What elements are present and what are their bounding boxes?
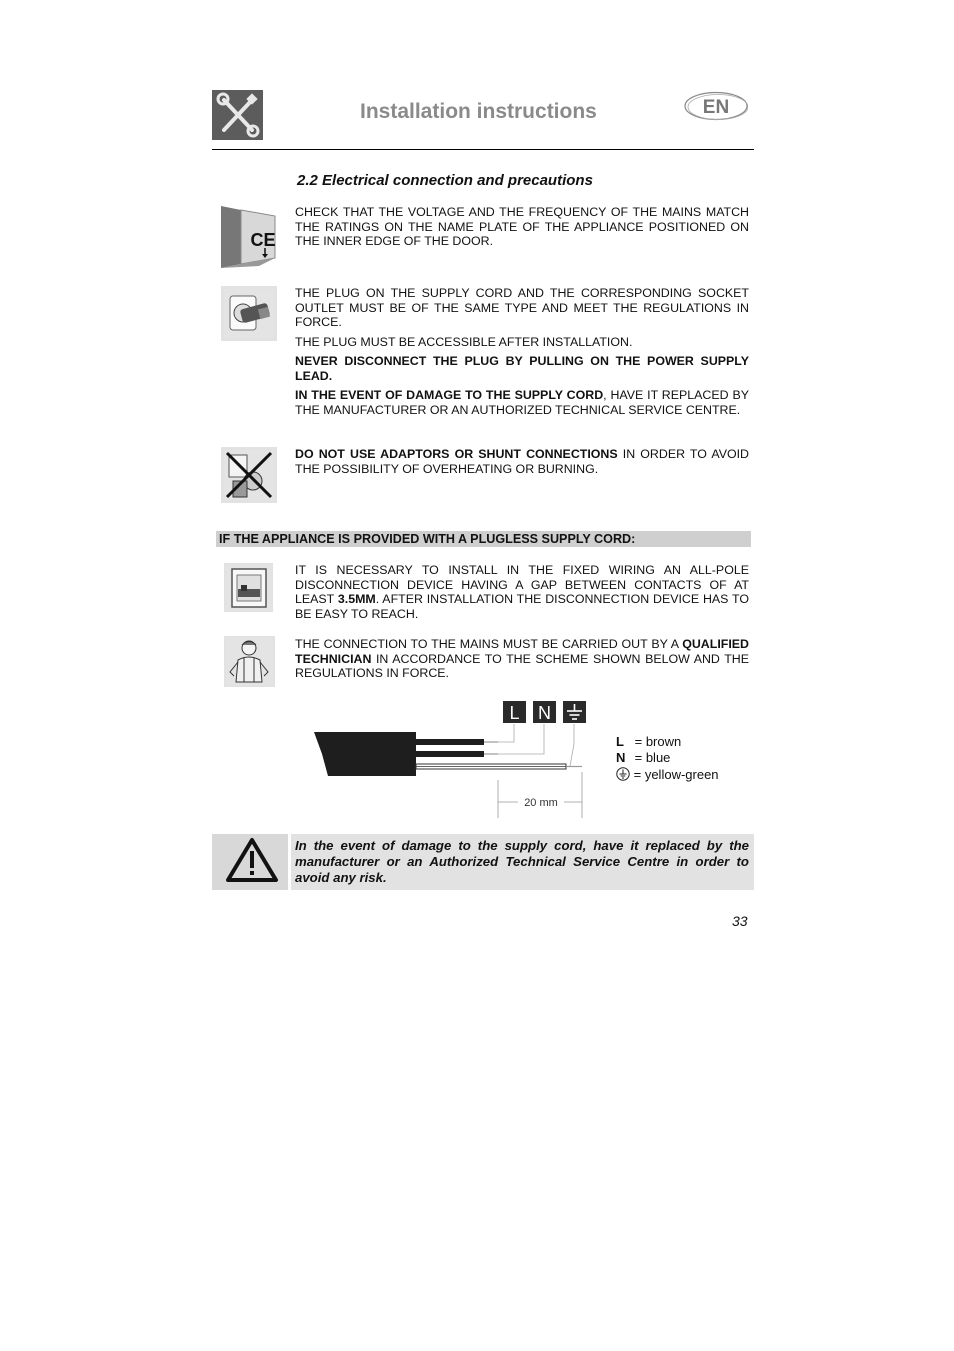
plugless-heading: IF THE APPLIANCE IS PROVIDED WITH A PLUGLESS SUPPLY CORD: <box>216 531 751 547</box>
technician-text-1: THE CONNECTION TO THE MAINS MUST BE CARRIED OUT BY A <box>295 637 683 651</box>
warning-triangle-icon <box>212 834 291 890</box>
cord-damage-bold: IN THE EVENT OF DAMAGE TO THE SUPPLY CORD <box>295 388 604 402</box>
gap-value: 3.5MM <box>337 592 376 607</box>
voltage-text: CHECK THAT THE VOLTAGE AND THE FREQUENCY OF THE MAINS MATCH THE RATINGS ON THE NAME PLATE OF THE APPLIANCE POSITIONED ON THE INNER EDGE OF THE DOOR. <box>295 205 749 249</box>
adaptors-bold: DO NOT USE ADAPTORS OR SHUNT CONNECTIONS <box>295 447 618 461</box>
legend-text-yellow-green: = yellow-green <box>633 767 719 782</box>
legend-text-blue: = blue <box>634 750 671 765</box>
page-title: Installation instructions <box>360 100 597 123</box>
wrench-screwdriver-icon <box>212 90 263 140</box>
label-l: L <box>509 703 520 723</box>
label-n: N <box>538 703 551 723</box>
wall-switch-icon <box>224 563 273 612</box>
plug-accessible-text: THE PLUG MUST BE ACCESSIBLE AFTER INSTALLATION. <box>295 335 633 349</box>
header-divider <box>212 149 754 150</box>
earth-label-icon <box>563 701 586 723</box>
adaptors-text <box>295 447 749 476</box>
appliance-ce-plate-icon <box>219 204 276 270</box>
earth-symbol-icon <box>616 767 630 781</box>
adaptors-rest: IN ORDER TO AVOID THE POSSIBILITY OF OVERHEATING OR BURNING. <box>295 447 749 476</box>
plug-type-text: THE PLUG ON THE SUPPLY CORD AND THE CORRESPONDING SOCKET OUTLET MUST BE OF THE SAME TYPE AND MEET THE REGULATIONS IN FORCE. <box>295 286 749 330</box>
svg-text:CE: CE <box>250 230 276 250</box>
legend-blue <box>616 750 670 766</box>
disconnection-text <box>295 563 749 621</box>
qualified-technician: QUALIFIED TECHNICIAN <box>295 637 749 666</box>
never-disconnect-text: NEVER DISCONNECT THE PLUG BY PULLING ON THE POWER SUPPLY LEAD. <box>295 354 749 383</box>
legend-brown <box>616 734 681 750</box>
disconnection-text-2: . AFTER INSTALLATION THE DISCONNECTION DEVICE HAS TO BE EASY TO REACH. <box>295 592 749 621</box>
language-code: EN <box>702 97 730 118</box>
language-badge <box>684 91 748 121</box>
dimension-label: 20 mm <box>524 797 558 809</box>
wiring-diagram <box>300 698 610 826</box>
disconnection-text-1: IT IS NECESSARY TO INSTALL IN THE FIXED WIRING AN ALL-POLE DISCONNECTION DEVICE HAVING A GAP BETWEEN CONTACTS OF AT LEAST <box>295 563 749 607</box>
no-adaptor-icon <box>221 447 277 503</box>
cord-damage-rest: , HAVE IT REPLACED BY THE MANUFACTURER OR AN AUTHORIZED TECHNICAL SERVICE CENTRE. <box>295 388 749 417</box>
technician-icon <box>224 636 275 687</box>
technician-text-2: IN ACCORDANCE TO THE SCHEME SHOWN BELOW AND THE REGULATIONS IN FORCE. <box>295 651 749 681</box>
section-title: 2.2 Electrical connection and precautions <box>297 172 593 189</box>
cord-damage-text <box>295 388 749 417</box>
legend-key-l: L <box>616 734 624 749</box>
legend-yellow-green <box>616 767 719 783</box>
technician-text <box>295 637 749 681</box>
legend-text-brown: = brown <box>634 734 682 749</box>
legend-key-n: N <box>616 750 626 765</box>
plug-socket-icon <box>221 286 277 341</box>
page-number: 33 <box>732 913 748 929</box>
warning-text: In the event of damage to the supply cord, have it replaced by the manufacturer or an Authorized Technical Service Centre in order to avoid any risk. <box>295 838 749 885</box>
